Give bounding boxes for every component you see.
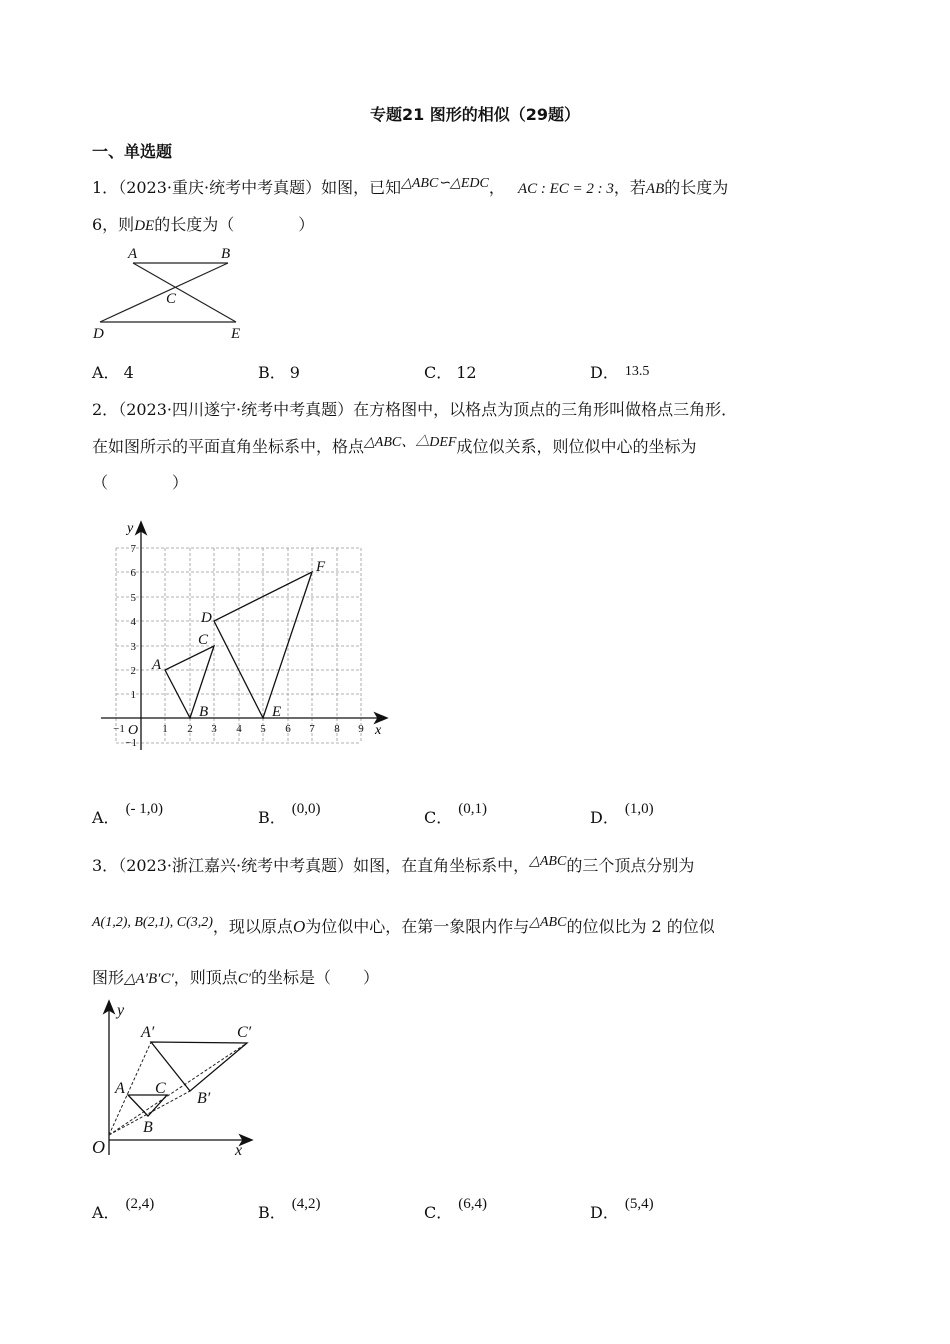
q1-number: 1． — [92, 178, 119, 197]
q3-text-b: 的三个顶点分别为 — [566, 856, 695, 875]
q1-segment-ae — [133, 263, 236, 322]
q2-text-c: 成位似关系，则位似中心的坐标为 — [456, 437, 697, 456]
q3-text-e: 的位似比为 2 的位似 — [566, 917, 715, 936]
q1-option-c[interactable] — [424, 360, 477, 383]
q1-label-e: E — [231, 326, 241, 342]
q1-line1 — [92, 175, 728, 198]
q2-xtick-1: 1 — [162, 723, 168, 735]
q1-option-b-label: B． — [258, 363, 286, 382]
q3-option-c[interactable] — [424, 1196, 487, 1223]
q2-xtick-4: 4 — [236, 723, 242, 735]
q2-y-label: y — [127, 521, 134, 536]
q2-xtick-7: 7 — [309, 723, 315, 735]
page-title: 专题21 图形的相似（29题） — [369, 105, 581, 124]
q3-label-b-prime: B′ — [197, 1090, 211, 1107]
q1-option-c-label: C． — [424, 363, 453, 382]
q2-option-d-label: D． — [590, 808, 619, 827]
q1-label-a: A — [128, 246, 138, 262]
q1-option-a-value: 4 — [123, 363, 134, 382]
q3-option-b-value: (4,2) — [291, 1196, 321, 1212]
q2-label-c: C — [198, 632, 209, 648]
q3-label-origin: O — [92, 1137, 105, 1157]
q1-option-d-label: D． — [590, 363, 619, 382]
q2-option-b-value: (0,0) — [291, 801, 321, 817]
q1-line2 — [92, 212, 314, 235]
q3-option-b[interactable] — [258, 1196, 321, 1223]
q3-text-g: ，则顶点 — [173, 968, 238, 987]
q2-xtick-3: 3 — [211, 723, 217, 735]
q2-ytick-5: 5 — [130, 592, 136, 604]
q1-label-d: D — [93, 326, 104, 342]
q1-source: （2023·重庆·统考中考真题） — [118, 178, 322, 197]
q2-xtick-9: 9 — [358, 723, 364, 735]
q2-option-c[interactable] — [424, 801, 487, 828]
q2-ytick-6: 6 — [130, 567, 136, 579]
q1-math-ratio: AC : EC = 2 : 3 — [517, 181, 614, 197]
q3-text-f: 图形 — [92, 968, 125, 987]
q2-source: （2023·四川遂宁·统考中考真题） — [118, 400, 354, 419]
q1-option-b[interactable] — [258, 360, 300, 383]
q3-text-c: ，现以原点 — [212, 917, 293, 936]
q2-label-f: F — [316, 559, 326, 575]
q3-figure — [85, 995, 265, 1160]
q3-text-d: 为位似中心，在第一象限内作与 — [305, 917, 530, 936]
q3-math-abc-2: △ABC — [529, 915, 567, 930]
q2-option-a-value: (- 1,0) — [125, 801, 164, 817]
q2-option-a[interactable] — [92, 801, 164, 828]
q3-text: 如图，在直角坐标系中， — [353, 856, 530, 875]
q2-option-d-value: (1,0) — [624, 801, 654, 817]
section-heading: 一、单选题 — [92, 142, 173, 161]
q3-option-b-label: B． — [258, 1203, 286, 1222]
q2-label-b: B — [199, 704, 209, 720]
q2-line3: （ ） — [92, 473, 189, 492]
q1-option-d-value: 13.5 — [624, 364, 650, 379]
q1-option-c-value: 12 — [456, 363, 477, 382]
q1-segment-bd — [100, 263, 228, 322]
q3-label-c: C — [155, 1080, 166, 1097]
q1-text-then: 6，则 — [92, 215, 135, 234]
q3-triangle-abc — [128, 1095, 167, 1116]
q2-text-b: 在如图所示的平面直角坐标系中，格点 — [92, 437, 365, 456]
q1-math-similar: △ABC∽△EDC — [401, 176, 489, 191]
q2-ytick-neg1: −1 — [125, 737, 137, 749]
q3-option-d-value: (5,4) — [624, 1196, 654, 1212]
q3-label-y: y — [117, 1002, 125, 1019]
q3-option-a-value: (2,4) — [125, 1196, 155, 1212]
q3-label-a-prime: A′ — [141, 1024, 155, 1041]
q3-option-a[interactable] — [92, 1196, 155, 1223]
q1-option-d[interactable] — [590, 360, 649, 383]
q3-label-a: A — [115, 1080, 125, 1097]
q2-ytick-7: 7 — [130, 543, 136, 555]
q3-line1 — [92, 853, 694, 876]
q2-text: 在方格图中，以格点为顶点的三角形叫做格点三角形． — [353, 400, 738, 419]
q2-ytick-1: 1 — [130, 689, 136, 701]
q3-math-points: A(1,2), B(2,1), C(3,2) — [92, 915, 213, 930]
q1-option-a[interactable] — [92, 360, 134, 383]
q3-option-d[interactable] — [590, 1196, 654, 1223]
q3-label-b: B — [143, 1119, 153, 1136]
q2-option-b-label: B． — [258, 808, 286, 827]
q2-xtick-8: 8 — [334, 723, 340, 735]
q2-label-a: A — [152, 657, 162, 673]
q1-option-a-label: A． — [92, 363, 120, 382]
q3-line3 — [92, 965, 379, 988]
q3-option-d-label: D． — [590, 1203, 619, 1222]
q3-text-h: 的坐标是（ ） — [251, 968, 380, 987]
q3-option-c-value: (6,4) — [458, 1196, 487, 1212]
q3-math-o: O — [292, 917, 306, 936]
q1-text-if: ，若 — [613, 178, 646, 197]
q2-number: 2． — [92, 400, 119, 419]
q3-math-abc: △ABC — [529, 854, 567, 869]
q2-figure — [95, 518, 395, 753]
q2-ytick-2: 2 — [130, 665, 136, 677]
q1-text-length: 的长度为 — [664, 178, 729, 197]
q1-figure — [88, 240, 258, 345]
q2-label-e: E — [272, 704, 282, 720]
q2-option-d[interactable] — [590, 801, 654, 828]
q2-label-d: D — [201, 610, 212, 626]
q1-math-de: DE — [134, 218, 155, 234]
q2-xtick-neg1: −1 — [113, 723, 125, 735]
q3-math-abc-prime: △A′B′C′ — [124, 971, 174, 987]
q3-option-c-label: C． — [424, 1203, 453, 1222]
q2-option-b[interactable] — [258, 801, 321, 828]
q1-text: 如图，已知 — [321, 178, 402, 197]
q2-line1 — [92, 397, 737, 420]
q2-x-label: x — [375, 723, 382, 738]
q3-label-x: x — [235, 1142, 243, 1159]
q2-line2 — [92, 434, 696, 457]
q3-option-a-label: A． — [92, 1203, 120, 1222]
q1-label-c: C — [166, 291, 177, 307]
q3-label-c-prime: C′ — [237, 1024, 252, 1041]
q3-dashed-rays — [109, 1042, 247, 1135]
q2-option-c-value: (0,1) — [458, 801, 487, 817]
q2-xtick-5: 5 — [260, 723, 266, 735]
q2-grid — [116, 548, 361, 743]
q1-option-b-value: 9 — [289, 363, 300, 382]
q2-option-c-label: C． — [424, 808, 453, 827]
q2-xtick-6: 6 — [285, 723, 291, 735]
q1-math-ab: AB — [645, 181, 665, 197]
q3-math-c-prime: C′ — [237, 971, 252, 987]
q2-math-triangles: △ABC、△DEF — [364, 435, 457, 450]
q3-source: （2023·浙江嘉兴·统考中考真题） — [118, 856, 354, 875]
q1-comma: ， — [488, 178, 505, 197]
q1-text-blank: 的长度为（ ） — [154, 215, 315, 234]
q2-option-a-label: A． — [92, 808, 120, 827]
q2-origin-label: O — [127, 723, 139, 738]
q1-label-b: B — [221, 246, 231, 262]
q3-number: 3． — [92, 856, 119, 875]
q2-ytick-3: 3 — [130, 641, 136, 653]
q2-ytick-4: 4 — [130, 616, 136, 628]
q2-xtick-2: 2 — [187, 723, 193, 735]
q3-line2 — [92, 914, 715, 937]
